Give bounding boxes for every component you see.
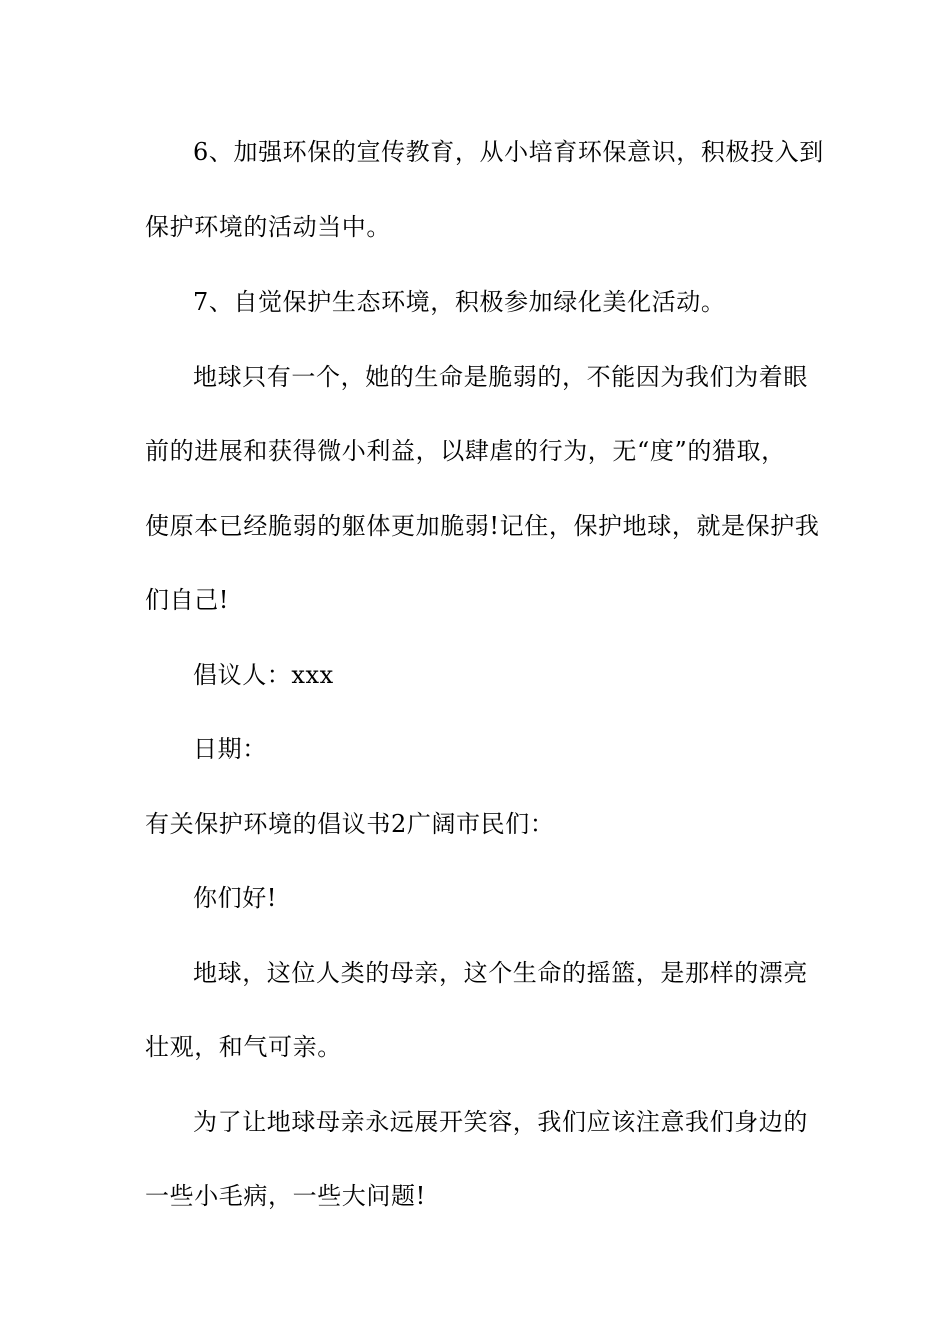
paragraph-line: 使原本已经脆弱的躯体更加脆弱!记住，保护地球，就是保护我 — [145, 512, 820, 540]
section-heading: 有关保护环境的倡议书2广阔市民们： — [145, 810, 555, 838]
greeting-line: 你们好! — [193, 884, 278, 912]
date-line: 日期： — [193, 735, 267, 763]
paragraph-line: 地球只有一个，她的生命是脆弱的，不能因为我们为着眼 — [193, 363, 808, 391]
paragraph-line: 7、自觉保护生态环境，积极参加绿化美化活动。 — [193, 288, 726, 316]
paragraph-line: 保护环境的活动当中。 — [145, 213, 391, 241]
paragraph-line: 壮观，和气可亲。 — [145, 1033, 342, 1061]
paragraph-line: 地球，这位人类的母亲，这个生命的摇篮，是那样的漂亮 — [193, 959, 808, 987]
paragraph-line: 们自己! — [145, 586, 230, 614]
paragraph-line: 一些小毛病，一些大问题! — [145, 1182, 426, 1210]
paragraph-line: 前的进展和获得微小利益，以肆虐的行为，无“度”的猎取， — [145, 437, 786, 465]
signature-line: 倡议人：xxx — [193, 661, 334, 689]
paragraph-line: 为了让地球母亲永远展开笑容，我们应该注意我们身边的 — [193, 1108, 808, 1136]
paragraph-line: 6、加强环保的宣传教育，从小培育环保意识，积极投入到 — [193, 138, 824, 166]
